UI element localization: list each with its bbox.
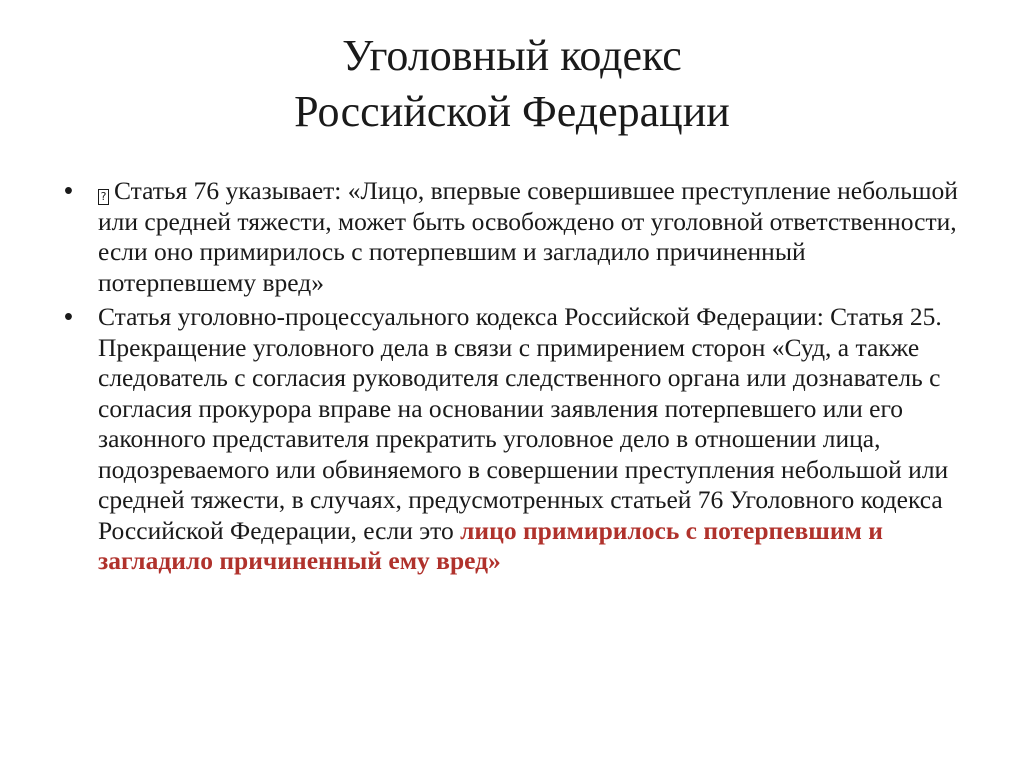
bullet-dot-icon: • [64, 177, 73, 205]
bullet-item-article-25 [58, 302, 958, 577]
title-line-2: Российской Федерации [294, 87, 730, 136]
bullet-list [58, 176, 958, 577]
highlighted-text: лицо примирилось с потерпевшим и загладило причиненный ему вред» [98, 515, 883, 575]
missing-glyph-icon: ? [98, 189, 109, 205]
bullet-item-article-76 [58, 176, 958, 298]
bullet-text: Статья уголовно-процессуального кодекса Российской Федерации: Статья 25. Прекращение уголовного дела в связи с примирением сторон «Суд, а также следователь с согласия руководителя следственного органа или дознаватель с согласия прокурора вправе на основании заявления потерпевшего или его законного представителя прекратить уголовное дело в отношении лица, подозреваемого или обвиняемого в совершении преступления небольшой или средней тяжести, в случаях, предусмотренных статьей 76 Уголовного кодекса Российской Федерации, если это [98, 302, 949, 545]
slide-title [0, 28, 1024, 140]
bullet-dot-icon: • [64, 303, 73, 331]
bullet-text: Статья 76 указывает: «Лицо, впервые совершившее преступление небольшой или средней тяжести, может быть освобождено от уголовной ответственности, если оно примирилось с потерпевшим и загладило причиненный потерпевшему вред» [98, 176, 958, 297]
title-line-1: Уголовный кодекс [342, 31, 682, 80]
